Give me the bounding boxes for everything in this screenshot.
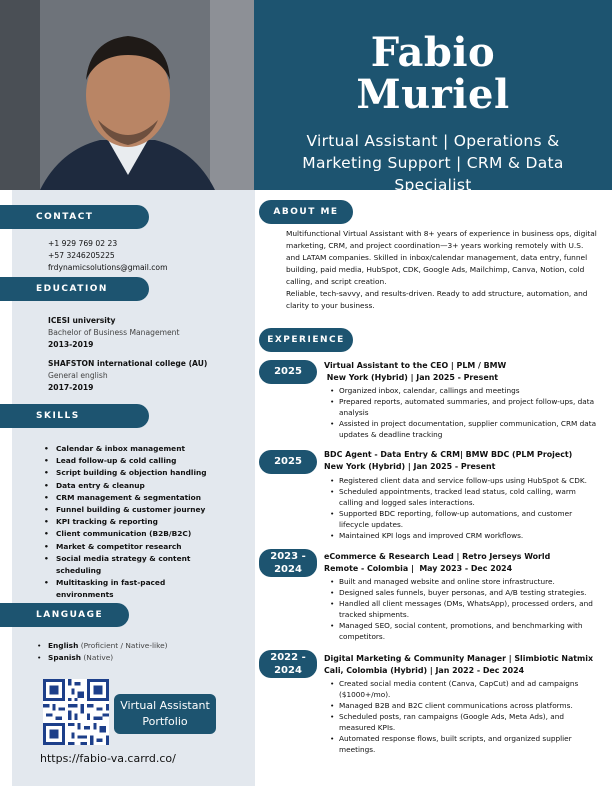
profile-photo	[0, 0, 254, 190]
job-bullet: • Maintained KPI logs and improved CRM workflows.	[330, 530, 598, 541]
full-name	[254, 0, 612, 116]
job-year-end: 2024	[274, 665, 302, 676]
job-bullet: • Supported BDC reporting, follow-up automations, and customer lifecycle updates.	[330, 508, 598, 530]
language-name: English	[48, 641, 79, 650]
job-bullet: • Handled all client messages (DMs, WhatsApp), processed orders, and tracked shipments.	[330, 598, 598, 620]
language-name: Spanish	[48, 653, 82, 662]
job-bullet: • Assisted in project documentation, supplier communication, CRM data updates & deadline tracking	[330, 418, 598, 440]
job-role: Virtual Assistant to the CEO | PLM / BMW	[324, 361, 507, 370]
job-bullet: • Organized inbox, calendar, callings and meetings	[330, 385, 598, 396]
education-degree: Bachelor of Business Management	[48, 328, 180, 337]
job-place: Remote - Colombia | May 2023 - Dec 2024	[324, 564, 513, 573]
language-item	[37, 640, 168, 652]
language-level: (Native)	[83, 653, 114, 662]
language-heading: LANGUAGE	[0, 603, 129, 627]
job-bullet: • Built and managed website and online store infrastructure.	[330, 576, 598, 587]
skill-item: • Client communication (B2B/B2C)	[44, 528, 224, 540]
skill-item: • Multitasking in fast-paced environments	[44, 577, 224, 601]
job-bullet: • Created social media content (Canva, CapCut) and ad campaigns ($1000+/mo).	[330, 678, 598, 700]
portfolio-qr-code[interactable]	[43, 679, 109, 745]
job-place: Cali, Colombia (Hybrid) | Jan 2022 - Dec 2024	[324, 666, 525, 675]
job-year-badge: 2025	[259, 360, 317, 384]
job-header	[324, 653, 609, 677]
first-name: Fabio	[370, 29, 496, 76]
skill-item: • Script building & objection handling	[44, 467, 224, 479]
portfolio-button[interactable]: Virtual Assistant Portfolio	[114, 694, 216, 734]
about-text	[286, 228, 598, 312]
qr-code-icon	[43, 679, 109, 745]
job-role: eCommerce & Research Lead | Retro Jerseys World	[324, 552, 551, 561]
skill-item: • Data entry & cleanup	[44, 480, 224, 492]
experience-heading: EXPERIENCE	[259, 328, 353, 352]
education-years: 2017-2019	[48, 383, 94, 392]
education-degree: General english	[48, 371, 108, 380]
education-heading: EDUCATION	[0, 277, 149, 301]
contact-phone-1: +1 929 769 02 23	[48, 239, 118, 248]
portrait-illustration	[0, 0, 254, 190]
education-years: 2013-2019	[48, 340, 94, 349]
job-bullets	[330, 678, 598, 755]
header-banner	[254, 0, 612, 194]
portfolio-url[interactable]: https://fabio-va.carrd.co/	[40, 752, 176, 765]
job-place: New York (Hybrid) | Jan 2025 - Present	[324, 462, 496, 471]
job-year-start: 2023 -	[270, 551, 306, 562]
job-bullet: • Scheduled appointments, tracked lead status, cold calling, warm calling and logged sales interactions.	[330, 486, 598, 508]
education-school: SHAFSTON international college (AU)	[48, 359, 208, 368]
job-year-end: 2024	[274, 564, 302, 575]
about-paragraph: Multifunctional Virtual Assistant with 8+ years of experience in business ops, digital marketing, CRM, and project coordination—3+ years working remotely with U.S. and LATAM companies. Skilled in inbox/calendar management, data entry, funnel building, paid media, HubSpot, CDK, Google Ads, Mailchimp, Canva, Notion, cold calling, and script creation.	[286, 229, 597, 286]
language-list	[37, 640, 168, 664]
job-header	[324, 551, 609, 575]
skill-item: • CRM management & segmentation	[44, 492, 224, 504]
language-item	[37, 652, 168, 664]
job-year-badge	[259, 549, 317, 577]
skill-item: • Market & competitor research	[44, 541, 224, 553]
about-heading: ABOUT ME	[259, 200, 353, 224]
job-bullet: • Designed sales funnels, buyer personas, and A/B testing strategies.	[330, 587, 598, 598]
contact-heading: CONTACT	[0, 205, 149, 229]
job-year-badge: 2025	[259, 450, 317, 474]
language-level: (Proficient / Native-like)	[80, 641, 168, 650]
job-place: New York (Hybrid) | Jan 2025 - Present	[324, 373, 499, 382]
job-bullets	[330, 576, 598, 642]
professional-title: Virtual Assistant | Operations & Marketing Support | CRM & Data Specialist	[302, 132, 564, 194]
job-bullet: • Managed SEO, social content, promotions, and benchmarking with competitors.	[330, 620, 598, 642]
skill-item: • KPI tracking & reporting	[44, 516, 224, 528]
skill-item: • Lead follow-up & cold calling	[44, 455, 224, 467]
job-bullet: • Registered client data and service follow-ups using HubSpot & CDK.	[330, 475, 598, 486]
contact-phone-2: +57 3246205225	[48, 251, 115, 260]
job-bullets	[330, 475, 598, 541]
job-bullet: • Prepared reports, automated summaries, and project follow-ups, data analysis	[330, 396, 598, 418]
job-bullet: • Automated response flows, built scripts, and organized supplier meetings.	[330, 733, 598, 755]
skills-heading: SKILLS	[0, 404, 149, 428]
job-header	[324, 449, 609, 473]
education-school: ICESI university	[48, 316, 116, 325]
skills-list	[44, 443, 224, 602]
about-paragraph: Reliable, tech-savvy, and results-driven. Ready to add structure, automation, and clarity to your business.	[286, 289, 588, 310]
skill-item: • Social media strategy & content scheduling	[44, 553, 224, 577]
job-bullet: • Managed B2B and B2C client communications across platforms.	[330, 700, 598, 711]
job-year-start: 2022 -	[270, 652, 306, 663]
job-header	[324, 360, 609, 384]
skill-item: • Calendar & inbox management	[44, 443, 224, 455]
last-name: Muriel	[356, 71, 510, 118]
skill-item: • Funnel building & customer journey	[44, 504, 224, 516]
job-role: BDC Agent - Data Entry & CRM| BMW BDC (PLM Project)	[324, 450, 573, 459]
job-role: Digital Marketing & Community Manager | Slimbiotic Natmix	[324, 654, 594, 663]
job-bullet: • Scheduled posts, ran campaigns (Google Ads, Meta Ads), and measured KPIs.	[330, 711, 598, 733]
job-year-badge	[259, 650, 317, 678]
job-bullets	[330, 385, 598, 440]
contact-email[interactable]: frdynamicsolutions@gmail.com	[48, 263, 168, 272]
